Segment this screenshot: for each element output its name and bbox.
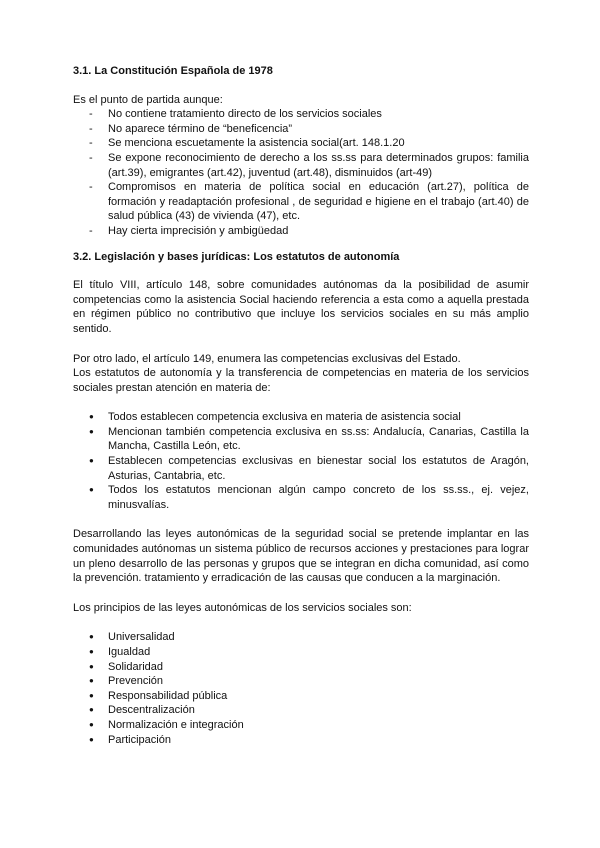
principle-item: ● Solidaridad [73, 660, 529, 675]
principle-item: ● Descentralización [73, 703, 529, 718]
section-2-heading: 3.2. Legislación y bases jurídicas: Los estatutos de autonomía [73, 250, 400, 263]
principle-item: ● Universalidad [73, 630, 529, 645]
bullet-list-item: ● Mencionan también competencia exclusiva en ss.ss: Andalucía, Canarias, Castilla la Mancha, Castilla León, etc. [73, 425, 529, 454]
section-1-intro: Es el punto de partida aunque: [73, 93, 223, 106]
bullet-list-item: ● Establecen competencias exclusivas en bienestar social los estatutos de Aragón, Asturias, Cantabria, etc. [73, 454, 529, 483]
section-2-paragraph-3: Desarrollando las leyes autonómicas de la seguridad social se pretende implantar en las comunidades autónomas un sistema público de recursos acciones y prestaciones para lograr un pleno desarrollo de las personas y grupos que se integran en dicha comunidad, así como la prevención. tratamiento y erradicación de las causas que conducen a la marginación. [73, 528, 529, 585]
section-2-paragraph-2-line-1: Por otro lado, el artículo 149, enumera las competencias exclusivas del Estado. [73, 352, 461, 365]
principles-list [73, 630, 529, 747]
dash-list-item: - Compromisos en materia de política social en educación (art.27), política de formación y readaptación profesional , de seguridad e higiene en el trabajo (art.40) de salud pública (43) de vivienda (47), etc. [73, 180, 529, 224]
dash-list-item: - Se menciona escuetamente la asistencia social(art. 148.1.20 [73, 136, 529, 151]
bullet-list-item: ● Todos los estatutos mencionan algún campo concreto de los ss.ss., ej. vejez, minusvalías. [73, 483, 529, 512]
section-2-paragraph-1: El título VIII, artículo 148, sobre comunidades autónomas da la posibilidad de asumir competencias como la asistencia Social haciendo referencia a esta como a aquella prestada en régimen público no contributivo que incluye los servicios sociales en su más amplio sentido. [73, 279, 529, 335]
principles-intro: Los principios de las leyes autonómicas de los servicios sociales son: [73, 601, 412, 614]
document-page [73, 64, 529, 747]
principle-item: ● Prevención [73, 674, 529, 689]
dash-list-item: - Hay cierta imprecisión y ambigüedad [73, 224, 529, 239]
principle-item: ● Responsabilidad pública [73, 689, 529, 704]
section-1-heading: 3.1. La Constitución Española de 1978 [73, 65, 273, 77]
dash-list-item: - No contiene tratamiento directo de los servicios sociales [73, 107, 529, 122]
dash-list-item: - Se expone reconocimiento de derecho a los ss.ss para determinados grupos: familia (art.39), emigrantes (art.42), juventud (art.48), disminuidos (art-49) [73, 151, 529, 180]
principle-item: ● Participación [73, 733, 529, 748]
dash-list-item: - No aparece término de “beneficencia” [73, 122, 529, 137]
section-1-dash-list [73, 107, 529, 238]
bullet-list-item: ● Todos establecen competencia exclusiva en materia de asistencia social [73, 410, 529, 425]
section-2-bullet-list [73, 410, 529, 512]
principle-item: ● Normalización e integración [73, 718, 529, 733]
principle-item: ● Igualdad [73, 645, 529, 660]
section-2-paragraph-2-line-2: Los estatutos de autonomía y la transferencia de competencias en materia de los servicios sociales prestan atención en materia de: [73, 367, 529, 394]
